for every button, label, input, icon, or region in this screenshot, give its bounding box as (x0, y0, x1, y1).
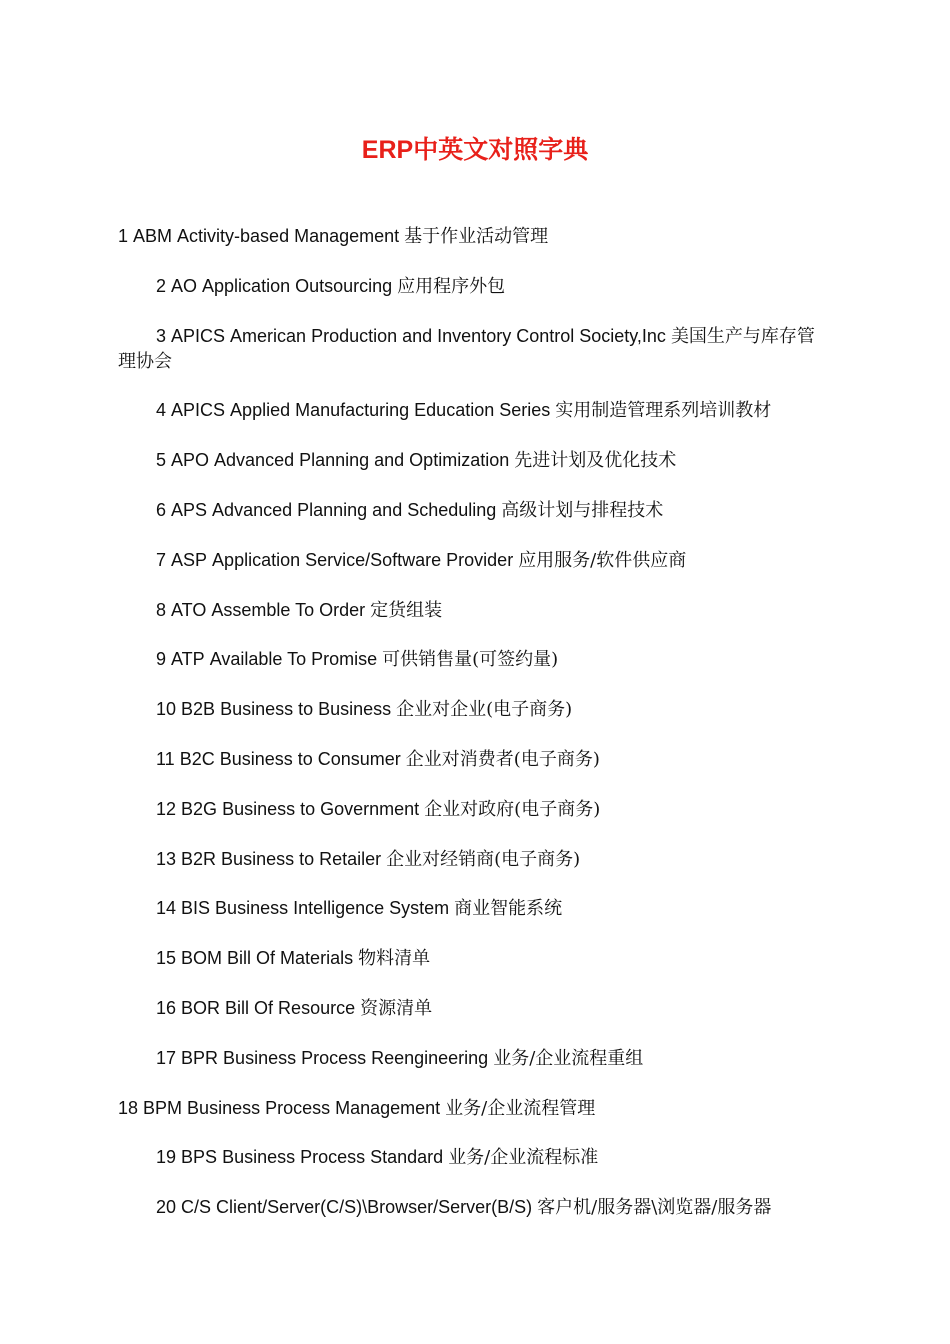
entry-chinese-term: 实用制造管理系列培训教材 (555, 400, 772, 422)
glossary-entry (118, 324, 830, 374)
glossary-entry (118, 996, 830, 1021)
entry-english-term: Business to Government (222, 798, 420, 819)
glossary-entry (118, 598, 830, 623)
glossary-entry (118, 548, 830, 573)
entry-chinese-term: 企业对消费者(电子商务) (405, 748, 600, 770)
entry-english-term: Business to Consumer (219, 748, 401, 769)
entry-number: 12 (156, 798, 177, 819)
entry-number: 17 (156, 1047, 177, 1068)
glossary-entry (118, 847, 830, 872)
entry-number: 19 (156, 1147, 177, 1168)
entry-abbreviation: BPS (181, 1147, 218, 1168)
entry-english-term: Application Service/Software Provider (212, 549, 514, 570)
glossary-entry (118, 1195, 830, 1220)
entry-abbreviation: C/S (181, 1197, 212, 1218)
glossary-entry (118, 797, 830, 822)
glossary-entry (118, 1145, 830, 1170)
entry-english-term: Client/Server(C/S)\Browser/Server(B/S) (216, 1197, 533, 1218)
entry-abbreviation: B2C (179, 748, 215, 769)
entry-abbreviation: B2R (181, 848, 217, 869)
glossary-entry (118, 274, 830, 299)
entry-abbreviation: BOM (181, 948, 223, 969)
entry-abbreviation: APO (171, 450, 210, 471)
entry-number: 7 (156, 549, 167, 570)
entry-number: 8 (156, 599, 167, 620)
entry-chinese-term: 基于作业活动管理 (404, 226, 549, 247)
entry-abbreviation: APICS (171, 400, 226, 421)
entry-abbreviation: ABM (133, 226, 173, 246)
entry-chinese-term: 定货组装 (370, 599, 443, 621)
glossary-entry (118, 747, 830, 772)
entry-number: 14 (156, 898, 177, 919)
entry-abbreviation: ATO (171, 599, 207, 620)
entry-number: 1 (118, 226, 129, 246)
glossary-entry (118, 224, 830, 249)
entry-english-term: Activity-based Management (177, 226, 400, 246)
entry-chinese-term: 资源清单 (360, 997, 433, 1019)
entry-number: 20 (156, 1197, 177, 1218)
entry-chinese-term: 企业对企业(电子商务) (396, 699, 573, 721)
entry-english-term: Advanced Planning and Scheduling (212, 499, 497, 520)
entry-abbreviation: APS (171, 499, 208, 520)
entry-chinese-term: 业务/企业流程重组 (493, 1047, 644, 1069)
entry-english-term: Business Intelligence System (215, 898, 450, 919)
entry-english-term: Applied Manufacturing Education Series (230, 400, 551, 421)
entry-abbreviation: ASP (171, 549, 208, 570)
entry-number: 4 (156, 400, 167, 421)
entry-chinese-term: 客户机/服务器\浏览器/服务器 (537, 1197, 772, 1219)
entry-english-term: Business to Business (220, 699, 392, 720)
entry-number: 18 (118, 1097, 139, 1118)
entry-abbreviation: APICS (171, 325, 226, 346)
entry-number: 16 (156, 997, 177, 1018)
entry-english-term: Business Process Reengineering (223, 1047, 489, 1068)
entry-abbreviation: BPM (143, 1097, 183, 1118)
glossary-entry (118, 1096, 830, 1121)
entry-english-term: Assemble To Order (211, 599, 366, 620)
entry-english-term: Business Process Management (187, 1097, 441, 1118)
glossary-entry (118, 647, 830, 672)
entry-english-term: American Production and Inventory Control Society,Inc (230, 325, 666, 346)
entry-chinese-term: 先进计划及优化技术 (514, 450, 677, 472)
entry-chinese-term: 商业智能系统 (454, 898, 563, 920)
entry-number: 15 (156, 948, 177, 969)
entry-number: 10 (156, 699, 177, 720)
entry-english-term: Business to Retailer (221, 848, 382, 869)
glossary-entry (118, 1046, 830, 1071)
entry-english-term: Available To Promise (209, 649, 378, 670)
glossary-entry (118, 498, 830, 523)
entry-abbreviation: BPR (181, 1047, 219, 1068)
entry-chinese-term: 物料清单 (358, 948, 431, 970)
entry-abbreviation: B2G (181, 798, 218, 819)
entry-english-term: Bill Of Materials (227, 948, 354, 969)
entry-abbreviation: BIS (181, 898, 211, 919)
entry-number: 13 (156, 848, 177, 869)
entry-number: 9 (156, 649, 167, 670)
glossary-list (118, 224, 830, 1245)
entry-chinese-term: 业务/企业流程标准 (448, 1147, 599, 1169)
entry-abbreviation: ATP (171, 649, 205, 670)
entry-chinese-term: 高级计划与排程技术 (501, 499, 664, 521)
entry-number: 2 (156, 275, 167, 296)
glossary-entry (118, 697, 830, 722)
entry-chinese-term: 应用服务/软件供应商 (518, 549, 687, 571)
glossary-entry (118, 946, 830, 971)
entry-english-term: Application Outsourcing (202, 275, 393, 296)
glossary-entry (118, 896, 830, 921)
entry-chinese-term: 业务/企业流程管理 (445, 1097, 596, 1119)
entry-chinese-term: 可供销售量(可签约量) (382, 649, 559, 671)
entry-english-term: Bill Of Resource (225, 997, 356, 1018)
entry-number: 3 (156, 325, 167, 346)
document-title: ERP中英文对照字典 (361, 136, 589, 164)
entry-chinese-term: 企业对政府(电子商务) (424, 798, 601, 820)
entry-chinese-term: 企业对经销商(电子商务) (386, 848, 581, 870)
entry-english-term: Business Process Standard (222, 1147, 444, 1168)
entry-number: 5 (156, 450, 167, 471)
glossary-entry (118, 448, 830, 473)
entry-chinese-term: 美国生产与库存管理协会 (118, 325, 815, 372)
entry-english-term: Advanced Planning and Optimization (214, 450, 510, 471)
entry-number: 11 (156, 748, 175, 769)
entry-chinese-term: 应用程序外包 (397, 275, 506, 297)
entry-abbreviation: BOR (181, 997, 221, 1018)
entry-number: 6 (156, 499, 167, 520)
entry-abbreviation: AO (171, 275, 198, 296)
entry-abbreviation: B2B (181, 699, 216, 720)
glossary-entry (118, 398, 830, 423)
